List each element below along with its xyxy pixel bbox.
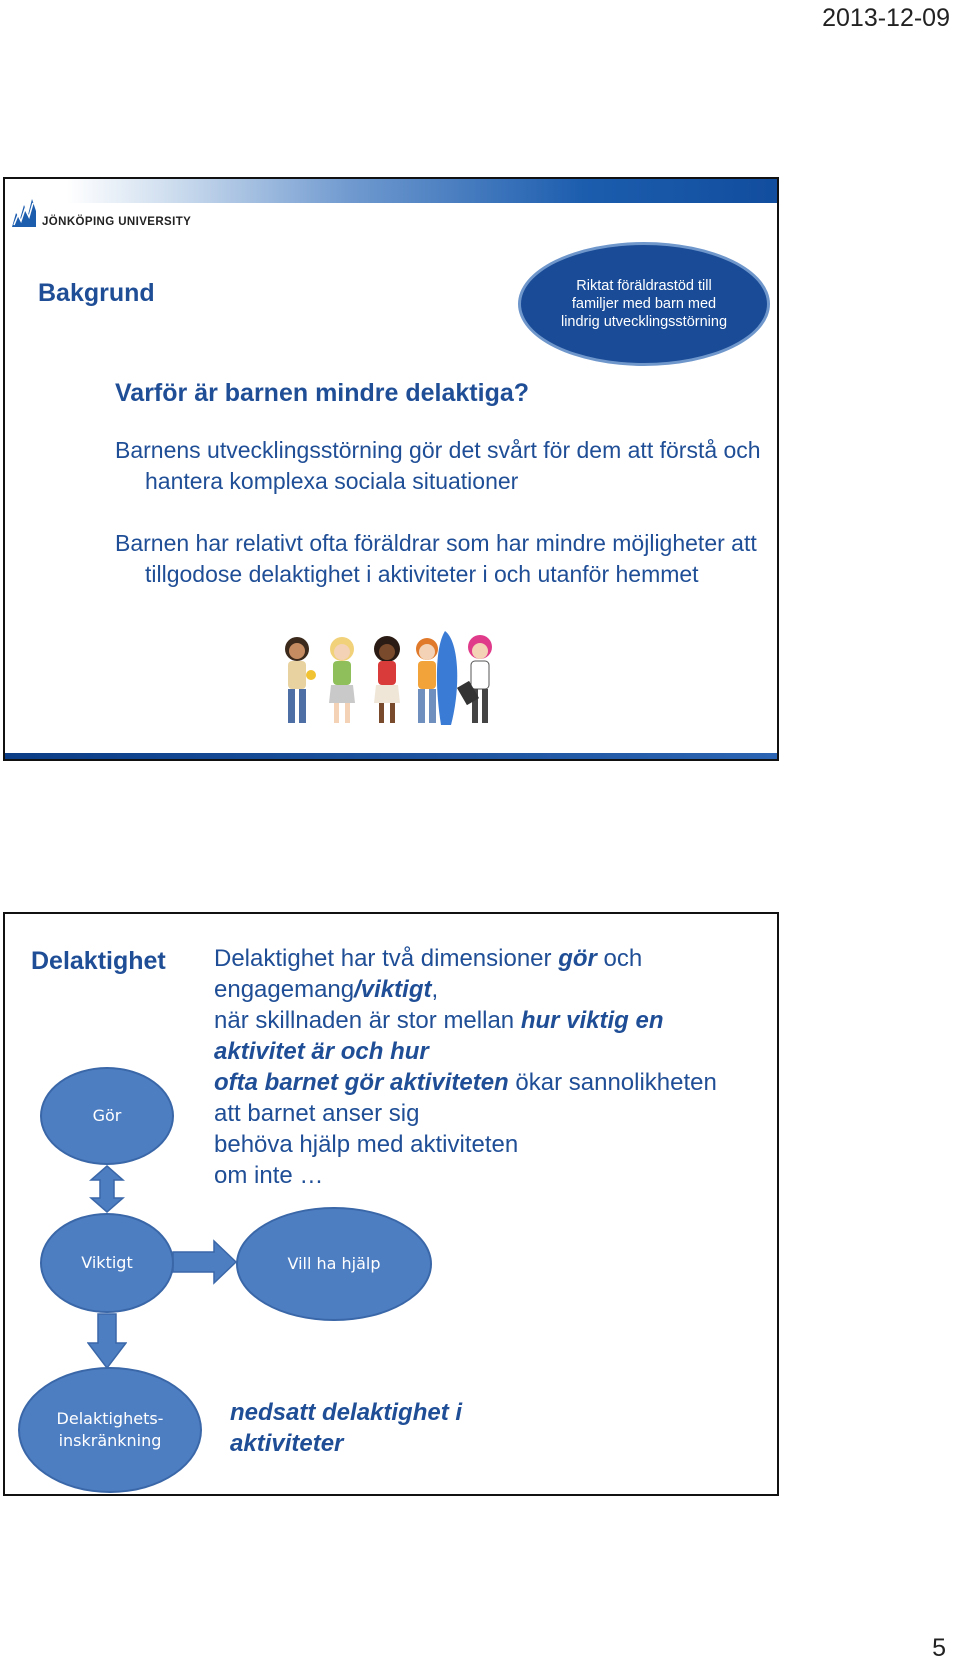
node-vill-ha-hjalp bbox=[236, 1207, 432, 1321]
body-line-3: när skillnaden är stor mellan hur viktig en bbox=[214, 1007, 664, 1034]
slide-bakgrund bbox=[3, 177, 779, 761]
paragraph-1: Barnens utvecklingsstörning gör det svårt för dem att förstå och hantera komplexa sociala situationer bbox=[115, 437, 761, 494]
body-line-5: ofta barnet gör aktiviteten ökar sannolikheten bbox=[214, 1069, 717, 1096]
body-text bbox=[214, 943, 764, 1191]
question-heading: Varför är barnen mindre delaktiga? bbox=[115, 379, 530, 407]
page-date: 2013-12-09 bbox=[822, 4, 950, 32]
body-line-4: aktivitet är och hur bbox=[214, 1038, 429, 1065]
slide-title: Delaktighet bbox=[31, 947, 166, 975]
node-gor bbox=[40, 1067, 174, 1165]
child-figure-5 bbox=[457, 635, 492, 723]
page-number: 5 bbox=[932, 1634, 946, 1662]
body-line-7: behöva hjälp med aktiviteten bbox=[214, 1131, 519, 1158]
conclusion-text: nedsatt delaktighet i aktiviteter bbox=[230, 1399, 463, 1457]
node-delaktighetsinskrankning bbox=[18, 1367, 202, 1493]
right-arrow-icon bbox=[172, 1239, 238, 1285]
node-viktigt-label: Viktigt bbox=[81, 1253, 133, 1272]
node-gor-label: Gör bbox=[92, 1106, 122, 1125]
double-arrow-icon bbox=[87, 1165, 127, 1213]
child-figure-3 bbox=[374, 636, 400, 723]
logo-text: JÖNKÖPING UNIVERSITY bbox=[42, 216, 192, 228]
child-figure-2 bbox=[329, 637, 355, 723]
university-logo bbox=[10, 189, 191, 229]
callout-ellipse bbox=[518, 242, 770, 366]
body-line-8: om inte … bbox=[214, 1162, 324, 1189]
body-line-1: Delaktighet har två dimensioner gör och bbox=[214, 945, 643, 972]
node-delaktighetsinskrankning-label: Delaktighets- inskränkning bbox=[56, 1409, 164, 1450]
slide-delaktighet bbox=[3, 912, 779, 1496]
paragraph-2: Barnen har relativt ofta föräldrar som har mindre möjligheter att tillgodose delaktighet i aktiviteter i och utanför hemmet bbox=[115, 530, 757, 587]
node-vill-ha-hjalp-label: Vill ha hjälp bbox=[287, 1254, 381, 1273]
child-figure-4 bbox=[416, 631, 457, 725]
child-figure-1 bbox=[285, 637, 316, 723]
body-line-6: att barnet anser sig bbox=[214, 1100, 420, 1127]
slide-title: Bakgrund bbox=[38, 279, 155, 307]
callout-text: Riktat föräldrastöd till familjer med barn med lindrig utvecklingsstörning bbox=[560, 278, 728, 330]
children-illustration bbox=[275, 627, 515, 735]
node-viktigt bbox=[40, 1213, 174, 1313]
footer-band bbox=[5, 753, 777, 759]
body-line-2: engagemang/viktigt, bbox=[214, 976, 439, 1003]
down-arrow-icon bbox=[87, 1313, 127, 1369]
logo-emblem-icon bbox=[10, 189, 38, 229]
